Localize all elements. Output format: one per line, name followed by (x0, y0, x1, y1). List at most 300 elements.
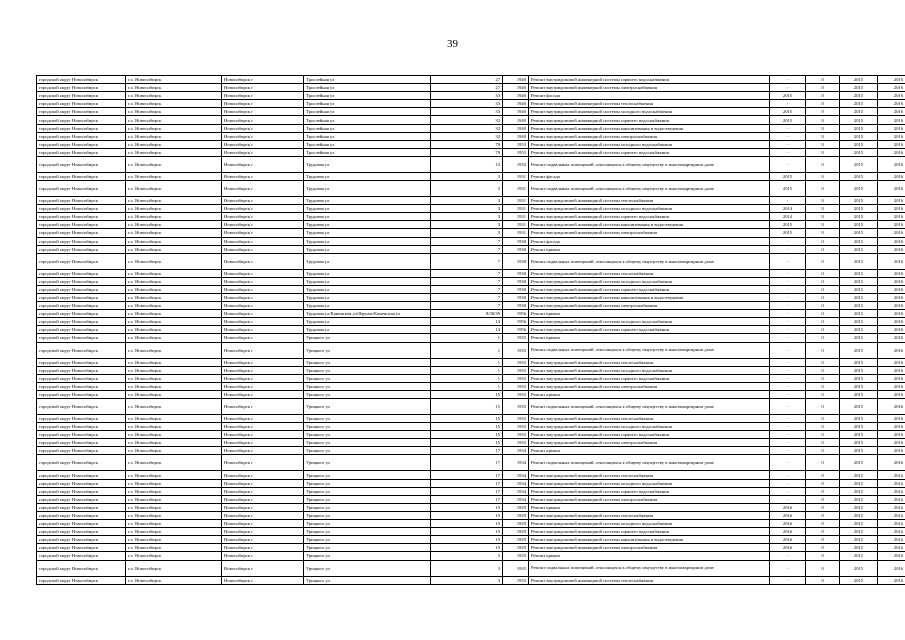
city-cell: Новосибирск г (222, 390, 304, 398)
work-type-cell: Ремонт внутридомовой инженерной системы теплоснабжения (529, 576, 770, 584)
district-cell: городской округ Новосибирск (37, 431, 126, 439)
start-year-cell: 2015 (840, 511, 878, 519)
street-cell: Урицкого ул (304, 511, 431, 519)
table-row (37, 431, 905, 439)
end-year-cell: 2016 (878, 455, 905, 471)
cost-cell: 0 (806, 229, 840, 237)
district-cell: городской округ Новосибирск (37, 92, 126, 100)
start-year-cell: 2015 (840, 576, 878, 584)
street-cell: Трудовая ул (304, 277, 431, 285)
cost-cell: 0 (806, 100, 840, 108)
city-cell: Новосибирск г (222, 487, 304, 495)
planned-year-cell: - (770, 148, 806, 156)
work-type-cell: Ремонт крыши (529, 503, 770, 511)
cost-cell: 0 (806, 536, 840, 544)
municipality-cell: г.о. Новосибирск (126, 205, 222, 213)
city-cell: Новосибирск г (222, 140, 304, 148)
city-cell: Новосибирск г (222, 560, 304, 576)
build-year-cell: 1940 (503, 108, 529, 116)
planned-year-cell: 2015 (770, 221, 806, 229)
planned-year-cell: - (770, 318, 806, 326)
planned-year-cell: 2015 (770, 172, 806, 180)
cost-cell: 0 (806, 76, 840, 84)
end-year-cell: 2016 (878, 124, 905, 132)
street-cell: Урицкого ул (304, 520, 431, 528)
work-type-cell: Ремонт внутридомовой инженерной системы электроснабжения (529, 439, 770, 447)
city-cell: Новосибирск г (222, 382, 304, 390)
repair-registry-table (36, 75, 905, 585)
end-year-cell: 2016 (878, 399, 905, 415)
municipality-cell: г.о. Новосибирск (126, 100, 222, 108)
cost-cell: 0 (806, 423, 840, 431)
cost-cell: 0 (806, 374, 840, 382)
house-number-cell: 3 (431, 205, 503, 213)
municipality-cell: г.о. Новосибирск (126, 221, 222, 229)
district-cell: городской округ Новосибирск (37, 520, 126, 528)
city-cell: Новосибирск г (222, 148, 304, 156)
end-year-cell: 2016 (878, 156, 905, 172)
district-cell: городской округ Новосибирск (37, 528, 126, 536)
planned-year-cell: 2016 (770, 511, 806, 519)
city-cell: Новосибирск г (222, 503, 304, 511)
city-cell: Новосибирск г (222, 293, 304, 301)
end-year-cell: 2016 (878, 197, 905, 205)
work-type-cell: Ремонт внутридомовой инженерной системы теплоснабжения (529, 269, 770, 277)
table-row (37, 390, 905, 398)
work-type-cell: Ремонт внутридомовой инженерной системы теплоснабжения (529, 471, 770, 479)
build-year-cell: 1930 (503, 245, 529, 253)
street-cell: Урицкого ул (304, 382, 431, 390)
end-year-cell: 2016 (878, 536, 905, 544)
street-cell: Урицкого ул (304, 334, 431, 342)
end-year-cell: 2016 (878, 116, 905, 124)
house-number-cell: 7 (431, 285, 503, 293)
cost-cell: 0 (806, 544, 840, 552)
street-cell: Троллейная ул (304, 140, 431, 148)
street-cell: Трудовая ул (304, 318, 431, 326)
cost-cell: 0 (806, 479, 840, 487)
start-year-cell: 2015 (840, 544, 878, 552)
build-year-cell: 1934 (503, 455, 529, 471)
work-type-cell: Ремонт внутридомовой инженерной системы теплоснабжения (529, 197, 770, 205)
work-type-cell: Ремонт внутридомовой инженерной системы теплоснабжения (529, 358, 770, 366)
street-cell: Урицкого ул (304, 471, 431, 479)
work-type-cell: Ремонт внутридомовой инженерной системы электроснабжения (529, 132, 770, 140)
district-cell: городской округ Новосибирск (37, 76, 126, 84)
planned-year-cell: - (770, 277, 806, 285)
build-year-cell: 1930 (503, 302, 529, 310)
city-cell: Новосибирск г (222, 245, 304, 253)
municipality-cell: г.о. Новосибирск (126, 318, 222, 326)
district-cell: городской округ Новосибирск (37, 237, 126, 245)
city-cell: Новосибирск г (222, 221, 304, 229)
table-row (37, 544, 905, 552)
start-year-cell: 2015 (840, 326, 878, 334)
city-cell: Новосибирск г (222, 205, 304, 213)
street-cell: Урицкого ул (304, 455, 431, 471)
municipality-cell: г.о. Новосибирск (126, 374, 222, 382)
street-cell: Урицкого ул (304, 528, 431, 536)
municipality-cell: г.о. Новосибирск (126, 229, 222, 237)
cost-cell: 0 (806, 415, 840, 423)
start-year-cell: 2015 (840, 140, 878, 148)
city-cell: Новосибирск г (222, 253, 304, 269)
start-year-cell: 2015 (840, 310, 878, 318)
city-cell: Новосибирск г (222, 318, 304, 326)
table-row (37, 140, 905, 148)
build-year-cell: 1931 (503, 197, 529, 205)
district-cell: городской округ Новосибирск (37, 399, 126, 415)
city-cell: Новосибирск г (222, 358, 304, 366)
city-cell: Новосибирск г (222, 528, 304, 536)
cost-cell: 0 (806, 293, 840, 301)
start-year-cell: 2015 (840, 342, 878, 358)
cost-cell: 0 (806, 92, 840, 100)
start-year-cell: 2015 (840, 552, 878, 560)
street-cell: Урицкого ул (304, 479, 431, 487)
district-cell: городской округ Новосибирск (37, 205, 126, 213)
build-year-cell: 1934 (503, 479, 529, 487)
start-year-cell: 2015 (840, 197, 878, 205)
build-year-cell: 1930 (503, 285, 529, 293)
house-number-cell: 3 (431, 552, 503, 560)
build-year-cell: 1940 (503, 92, 529, 100)
end-year-cell: 2016 (878, 172, 905, 180)
district-cell: городской округ Новосибирск (37, 84, 126, 92)
table-row (37, 213, 905, 221)
table-row (37, 245, 905, 253)
house-number-cell: 33 (431, 116, 503, 124)
planned-year-cell: 2016 (770, 544, 806, 552)
district-cell: городской округ Новосибирск (37, 487, 126, 495)
municipality-cell: г.о. Новосибирск (126, 390, 222, 398)
municipality-cell: г.о. Новосибирск (126, 269, 222, 277)
city-cell: Новосибирск г (222, 544, 304, 552)
municipality-cell: г.о. Новосибирск (126, 84, 222, 92)
city-cell: Новосибирск г (222, 415, 304, 423)
district-cell: городской округ Новосибирск (37, 471, 126, 479)
street-cell: Троллейная ул (304, 76, 431, 84)
municipality-cell: г.о. Новосибирск (126, 431, 222, 439)
work-type-cell: Ремонт крыши (529, 310, 770, 318)
start-year-cell: 2015 (840, 520, 878, 528)
build-year-cell: 1935 (503, 423, 529, 431)
house-number-cell: 3 (431, 197, 503, 205)
end-year-cell: 2016 (878, 318, 905, 326)
house-number-cell: 1 (431, 334, 503, 342)
house-number-cell: 3 (431, 229, 503, 237)
municipality-cell: г.о. Новосибирск (126, 334, 222, 342)
end-year-cell: 2016 (878, 560, 905, 576)
registry-body (37, 76, 905, 585)
house-number-cell: 3 (431, 221, 503, 229)
street-cell: Трудовая ул (304, 181, 431, 197)
build-year-cell: 1940 (503, 84, 529, 92)
house-number-cell: 15 (431, 431, 503, 439)
municipality-cell: г.о. Новосибирск (126, 132, 222, 140)
street-cell: Урицкого ул (304, 576, 431, 584)
house-number-cell: 1 (431, 358, 503, 366)
build-year-cell: 1931 (503, 181, 529, 197)
municipality-cell: г.о. Новосибирск (126, 181, 222, 197)
house-number-cell: 14 (431, 318, 503, 326)
end-year-cell: 2016 (878, 205, 905, 213)
end-year-cell: 2016 (878, 495, 905, 503)
planned-year-cell: - (770, 245, 806, 253)
planned-year-cell: - (770, 423, 806, 431)
work-type-cell: Ремонт крыши (529, 552, 770, 560)
table-row (37, 253, 905, 269)
end-year-cell: 2016 (878, 221, 905, 229)
table-row (37, 181, 905, 197)
build-year-cell: 1931 (503, 213, 529, 221)
end-year-cell: 2016 (878, 487, 905, 495)
work-type-cell: Ремонт внутридомовой инженерной системы теплоснабжения (529, 511, 770, 519)
city-cell: Новосибирск г (222, 124, 304, 132)
build-year-cell: 1932 (503, 156, 529, 172)
work-type-cell: Ремонт внутридомовой инженерной системы горячего водоснабжения (529, 116, 770, 124)
municipality-cell: г.о. Новосибирск (126, 358, 222, 366)
cost-cell: 0 (806, 431, 840, 439)
district-cell: городской округ Новосибирск (37, 366, 126, 374)
end-year-cell: 2016 (878, 479, 905, 487)
district-cell: городской округ Новосибирск (37, 172, 126, 180)
table-row (37, 358, 905, 366)
district-cell: городской округ Новосибирск (37, 503, 126, 511)
work-type-cell: Ремонт крыши (529, 390, 770, 398)
work-type-cell: Ремонт фасада (529, 92, 770, 100)
start-year-cell: 2015 (840, 528, 878, 536)
start-year-cell: 2015 (840, 366, 878, 374)
city-cell: Новосибирск г (222, 76, 304, 84)
build-year-cell: 1929 (503, 536, 529, 544)
municipality-cell: г.о. Новосибирск (126, 479, 222, 487)
house-number-cell: 14 (431, 326, 503, 334)
cost-cell: 0 (806, 253, 840, 269)
build-year-cell: 1940 (503, 76, 529, 84)
planned-year-cell: - (770, 100, 806, 108)
work-type-cell: Ремонт внутридомовой инженерной системы канализования и водоотведения (529, 536, 770, 544)
municipality-cell: г.о. Новосибирск (126, 172, 222, 180)
house-number-cell: 3 (431, 560, 503, 576)
street-cell: Трудовая ул (304, 213, 431, 221)
work-type-cell: Ремонт внутридомовой инженерной системы холодного водоснабжения (529, 366, 770, 374)
street-cell: Урицкого ул (304, 423, 431, 431)
planned-year-cell: - (770, 447, 806, 455)
district-cell: городской округ Новосибирск (37, 269, 126, 277)
end-year-cell: 2016 (878, 415, 905, 423)
planned-year-cell: 2014 (770, 205, 806, 213)
municipality-cell: г.о. Новосибирск (126, 124, 222, 132)
street-cell: Трудовая ул (304, 172, 431, 180)
work-type-cell: Ремонт внутридомовой инженерной системы горячего водоснабжения (529, 213, 770, 221)
city-cell: Новосибирск г (222, 552, 304, 560)
start-year-cell: 2015 (840, 213, 878, 221)
street-cell: Троллейная ул (304, 148, 431, 156)
table-row (37, 423, 905, 431)
house-number-cell: 19 (431, 520, 503, 528)
city-cell: Новосибирск г (222, 100, 304, 108)
start-year-cell: 2015 (840, 431, 878, 439)
municipality-cell: г.о. Новосибирск (126, 342, 222, 358)
build-year-cell: 1940 (503, 100, 529, 108)
street-cell: Урицкого ул (304, 544, 431, 552)
end-year-cell: 2016 (878, 511, 905, 519)
planned-year-cell: 2016 (770, 536, 806, 544)
end-year-cell: 2016 (878, 269, 905, 277)
work-type-cell: Ремонт подвальных помещений, относящихся к общему имуществу в многоквартирном доме (529, 253, 770, 269)
municipality-cell: г.о. Новосибирск (126, 471, 222, 479)
cost-cell: 0 (806, 439, 840, 447)
planned-year-cell: - (770, 302, 806, 310)
start-year-cell: 2015 (840, 245, 878, 253)
start-year-cell: 2015 (840, 132, 878, 140)
work-type-cell: Ремонт подвальных помещений, относящихся к общему имуществу в многоквартирном доме (529, 342, 770, 358)
street-cell: Троллейная ул (304, 132, 431, 140)
end-year-cell: 2016 (878, 439, 905, 447)
end-year-cell: 2016 (878, 92, 905, 100)
street-cell: Трудовая ул (304, 269, 431, 277)
cost-cell: 0 (806, 318, 840, 326)
house-number-cell: 8/38/39 (431, 310, 503, 318)
planned-year-cell: - (770, 439, 806, 447)
build-year-cell: 1935 (503, 342, 529, 358)
planned-year-cell: - (770, 310, 806, 318)
cost-cell: 0 (806, 245, 840, 253)
planned-year-cell: - (770, 471, 806, 479)
build-year-cell: 1930 (503, 253, 529, 269)
work-type-cell: Ремонт внутридомовой инженерной системы горячего водоснабжения (529, 374, 770, 382)
house-number-cell: 15 (431, 423, 503, 431)
city-cell: Новосибирск г (222, 366, 304, 374)
municipality-cell: г.о. Новосибирск (126, 245, 222, 253)
build-year-cell: 1940 (503, 124, 529, 132)
district-cell: городской округ Новосибирск (37, 285, 126, 293)
municipality-cell: г.о. Новосибирск (126, 536, 222, 544)
table-row (37, 528, 905, 536)
table-row (37, 100, 905, 108)
start-year-cell: 2015 (840, 495, 878, 503)
start-year-cell: 2015 (840, 447, 878, 455)
house-number-cell: 1 (431, 374, 503, 382)
house-number-cell: 19 (431, 528, 503, 536)
cost-cell: 0 (806, 503, 840, 511)
build-year-cell: 1930 (503, 293, 529, 301)
work-type-cell: Ремонт внутридомовой инженерной системы электроснабжения (529, 302, 770, 310)
work-type-cell: Ремонт подвальных помещений, относящихся к общему имуществу в многоквартирном доме (529, 156, 770, 172)
city-cell: Новосибирск г (222, 495, 304, 503)
cost-cell: 0 (806, 366, 840, 374)
district-cell: городской округ Новосибирск (37, 245, 126, 253)
planned-year-cell: - (770, 366, 806, 374)
house-number-cell: 7 (431, 302, 503, 310)
table-row (37, 415, 905, 423)
municipality-cell: г.о. Новосибирск (126, 213, 222, 221)
municipality-cell: г.о. Новосибирск (126, 116, 222, 124)
planned-year-cell: 2015 (770, 116, 806, 124)
planned-year-cell: - (770, 132, 806, 140)
district-cell: городской округ Новосибирск (37, 552, 126, 560)
planned-year-cell: - (770, 285, 806, 293)
work-type-cell: Ремонт внутридомовой инженерной системы холодного водоснабжения (529, 479, 770, 487)
end-year-cell: 2016 (878, 326, 905, 334)
district-cell: городской округ Новосибирск (37, 197, 126, 205)
street-cell: Урицкого ул (304, 560, 431, 576)
district-cell: городской округ Новосибирск (37, 334, 126, 342)
start-year-cell: 2015 (840, 536, 878, 544)
table-row (37, 503, 905, 511)
city-cell: Новосибирск г (222, 132, 304, 140)
build-year-cell: 1956 (503, 326, 529, 334)
municipality-cell: г.о. Новосибирск (126, 237, 222, 245)
planned-year-cell: - (770, 390, 806, 398)
municipality-cell: г.о. Новосибирск (126, 544, 222, 552)
build-year-cell: 1935 (503, 399, 529, 415)
house-number-cell: 7 (431, 245, 503, 253)
house-number-cell: 1 (431, 342, 503, 358)
planned-year-cell: - (770, 358, 806, 366)
house-number-cell: 7 (431, 237, 503, 245)
end-year-cell: 2016 (878, 108, 905, 116)
work-type-cell: Ремонт внутридомовой инженерной системы теплоснабжения (529, 415, 770, 423)
cost-cell: 0 (806, 148, 840, 156)
start-year-cell: 2015 (840, 124, 878, 132)
end-year-cell: 2016 (878, 374, 905, 382)
planned-year-cell: 2015 (770, 108, 806, 116)
municipality-cell: г.о. Новосибирск (126, 439, 222, 447)
work-type-cell: Ремонт подвальных помещений, относящихся к общему имуществу в многоквартирном доме (529, 455, 770, 471)
table-row (37, 399, 905, 415)
planned-year-cell: 2015 (770, 181, 806, 197)
municipality-cell: г.о. Новосибирск (126, 302, 222, 310)
city-cell: Новосибирск г (222, 277, 304, 285)
district-cell: городской округ Новосибирск (37, 576, 126, 584)
cost-cell: 0 (806, 197, 840, 205)
city-cell: Новосибирск г (222, 310, 304, 318)
street-cell: Урицкого ул (304, 495, 431, 503)
build-year-cell: 1930 (503, 237, 529, 245)
start-year-cell: 2015 (840, 302, 878, 310)
municipality-cell: г.о. Новосибирск (126, 511, 222, 519)
start-year-cell: 2015 (840, 382, 878, 390)
table-row (37, 552, 905, 560)
municipality-cell: г.о. Новосибирск (126, 253, 222, 269)
planned-year-cell: - (770, 253, 806, 269)
start-year-cell: 2015 (840, 479, 878, 487)
start-year-cell: 2015 (840, 439, 878, 447)
cost-cell: 0 (806, 399, 840, 415)
end-year-cell: 2016 (878, 544, 905, 552)
city-cell: Новосибирск г (222, 302, 304, 310)
district-cell: городской округ Новосибирск (37, 310, 126, 318)
work-type-cell: Ремонт крыши (529, 334, 770, 342)
work-type-cell: Ремонт внутридомовой инженерной системы горячего водоснабжения (529, 431, 770, 439)
district-cell: городской округ Новосибирск (37, 229, 126, 237)
work-type-cell: Ремонт внутридомовой инженерной системы канализования и водоотведения (529, 124, 770, 132)
municipality-cell: г.о. Новосибирск (126, 277, 222, 285)
start-year-cell: 2015 (840, 172, 878, 180)
municipality-cell: г.о. Новосибирск (126, 148, 222, 156)
planned-year-cell: - (770, 326, 806, 334)
cost-cell: 0 (806, 221, 840, 229)
cost-cell: 0 (806, 390, 840, 398)
district-cell: городской округ Новосибирск (37, 277, 126, 285)
end-year-cell: 2016 (878, 132, 905, 140)
planned-year-cell: - (770, 374, 806, 382)
street-cell: Урицкого ул (304, 390, 431, 398)
build-year-cell: 1935 (503, 358, 529, 366)
cost-cell: 0 (806, 382, 840, 390)
